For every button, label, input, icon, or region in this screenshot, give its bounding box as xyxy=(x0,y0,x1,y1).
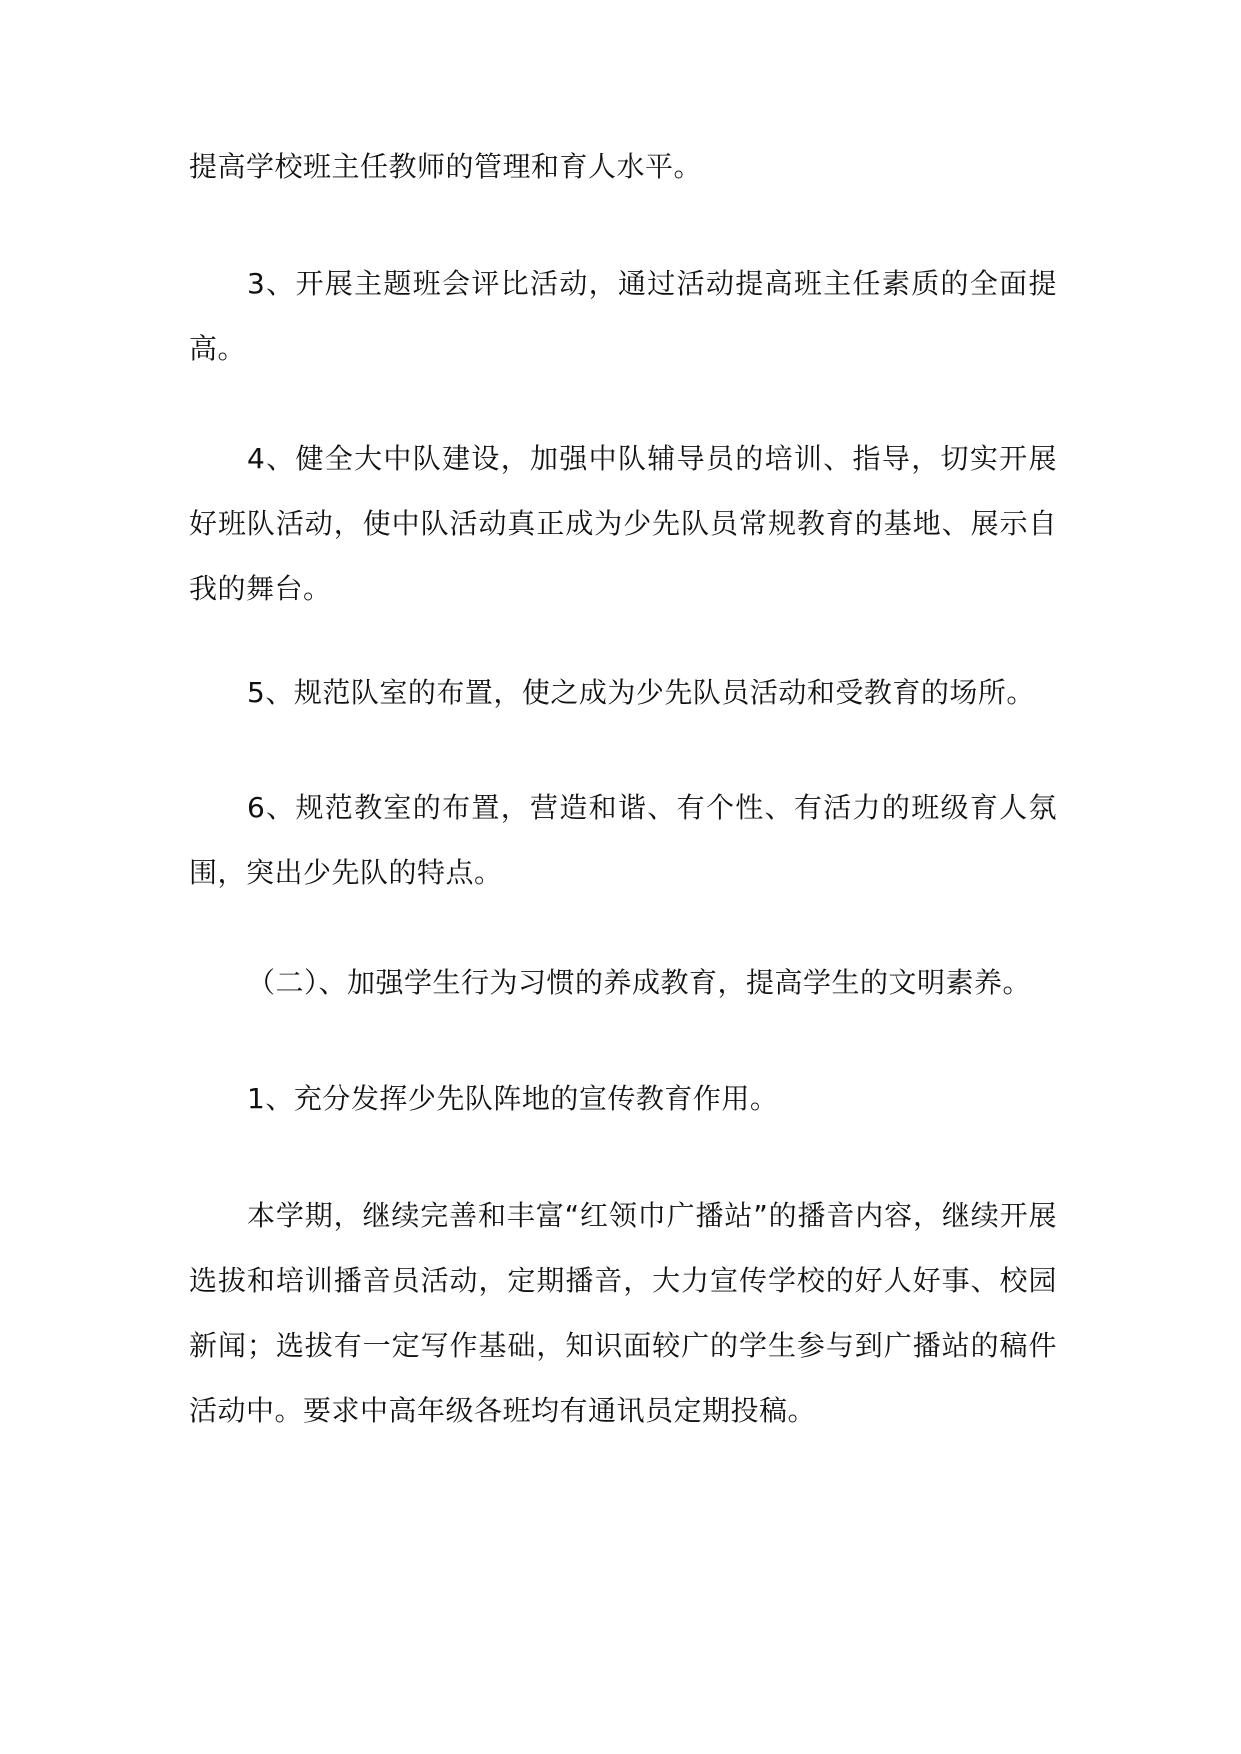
paragraph-item-4: 4、健全大中队建设，加强中队辅导员的培训、指导，切实开展好班队活动，使中队活动真正成为少先队员常规教育的基地、展示自我的舞台。 xyxy=(189,442,1057,605)
paragraph-item-5: 5、规范队室的布置，使之成为少先队员活动和受教育的场所。 xyxy=(247,676,1035,709)
paragraph-item-3: 3、开展主题班会评比活动，通过活动提高班主任素质的全面提高。 xyxy=(189,267,1057,365)
paragraph-broadcast-station: 本学期，继续完善和丰富“红领巾广播站”的播音内容，继续开展选拔和培训播音员活动，定期播音，大力宣传学校的好人好事、校园新闻；选拔有一定写作基础，知识面较广的学生参与到广播站的稿件活动中。要求中高年级各班均有通讯员定期投稿。 xyxy=(189,1199,1057,1427)
paragraph-item-6: 6、规范教室的布置，营造和谐、有个性、有活力的班级育人氛围，突出少先队的特点。 xyxy=(189,791,1057,889)
section-heading-two: （二）、加强学生行为习惯的养成教育，提高学生的文明素养。 xyxy=(247,966,1032,999)
paragraph-subitem-1: 1、充分发挥少先队阵地的宣传教育作用。 xyxy=(247,1082,779,1115)
paragraph-continuation: 提高学校班主任教师的管理和育人水平。 xyxy=(189,150,703,183)
